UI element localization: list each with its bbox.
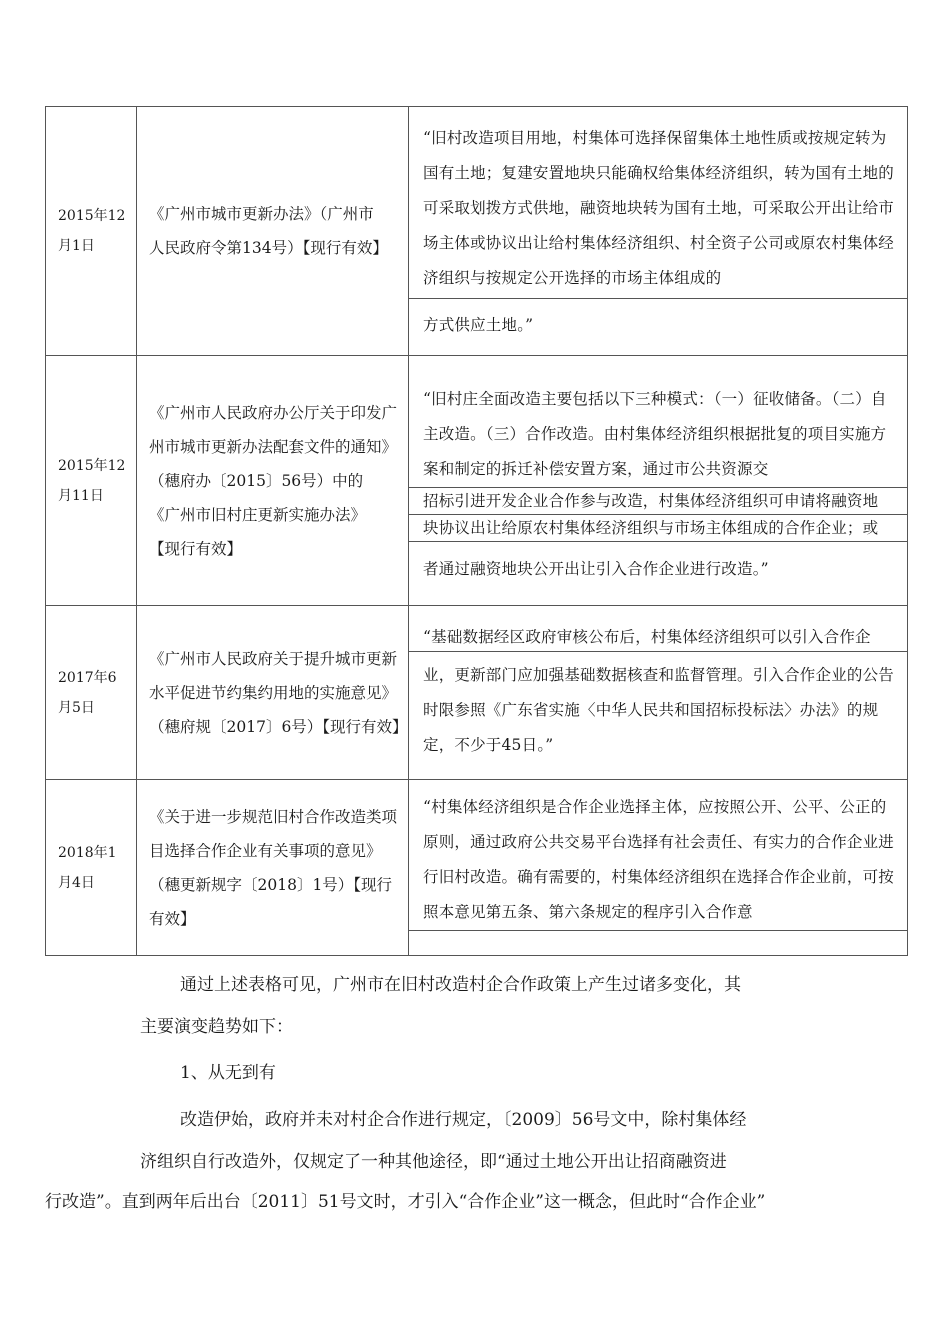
document-cell: [137, 606, 409, 780]
quote-cell: [409, 107, 908, 356]
quote-text: “基础数据经区政府审核公布后，村集体经济组织可以引入合作企: [409, 623, 907, 652]
quote-text: 业，更新部门应加强基础数据核查和监督管理。引入合作企业的公告时限参照《广东省实施〈中华人民共和国招标投标法〉办法》的规定，不少于45日。”: [423, 665, 895, 754]
date-cell: [46, 356, 137, 606]
date-text: 2015年12月1日: [58, 208, 126, 254]
section-heading: 1、从无到有: [180, 1063, 276, 1083]
document-title: [137, 396, 408, 566]
quote-cell: [409, 356, 908, 606]
document-line: 《广州市城市更新办法》（广州市: [149, 205, 374, 223]
date-text: 2018年1月4日: [58, 844, 117, 891]
quote-text: 招标引进开发企业合作参与改造，村集体经济组织可申请将融资地: [409, 488, 907, 515]
quote-text: 块协议出让给原农村集体经济组织与市场主体组成的合作企业；或: [409, 515, 907, 542]
paragraph-line: 主要演变趋势如下：: [140, 1017, 293, 1037]
date-cell: [46, 107, 137, 356]
document-line: 人民政府令第134号）【现行有效】: [149, 239, 388, 257]
paragraph-line: 济组织自行改造外，仅规定了一种其他途径，即“通过土地公开出让招商融资进: [140, 1152, 727, 1172]
table-row: [46, 107, 908, 356]
document-cell: [137, 780, 409, 956]
document-title: [137, 197, 408, 265]
date-cell: [46, 780, 137, 956]
table-row: [46, 780, 908, 956]
quote-text: “村集体经济组织是合作企业选择主体，应按照公开、公平、公正的原则，通过政府公共交易平台选择有社会责任、有实力的合作企业进行旧村改造。确有需要的，村集体经济组织在选择合作企业前，可按照本意见第五条、第六条规定的程序引入合作意: [409, 784, 907, 931]
date-text: 2015年12月11日: [58, 457, 126, 504]
document-title: [137, 800, 408, 936]
date-cell: [46, 606, 137, 780]
document-title: [137, 642, 408, 744]
document-cell: [137, 356, 409, 606]
quote-text: 者通过融资地块公开出让引入合作企业进行改造。”: [423, 560, 769, 578]
paragraph-line: 改造伊始，政府并未对村企合作进行规定，〔2009〕56号文中，除村集体经: [180, 1110, 747, 1130]
paragraph-line: 行改造”。直到两年后出台〔2011〕51号文时，才引入“合作企业”这一概念，但此时“合作企业”: [45, 1192, 766, 1212]
paragraph-line: 通过上述表格可见，广州市在旧村改造村企合作政策上产生过诸多变化，其: [180, 975, 741, 995]
document-line: 《广州市旧村庄更新实施办法》: [149, 505, 367, 524]
quote-text: “旧村庄全面改造主要包括以下三种模式：（一）征收储备。（二）自主改造。（三）合作改造。由村集体经济组织根据批复的项目实施方案和制定的拆迁补偿安置方案，通过市公共资源交: [409, 374, 907, 488]
date-text: 2017年6月5日: [58, 669, 117, 716]
document-line: 《关于进一步规范旧村合作改造类项目选择合作企业有关事项的意见》（穗更新规字〔2018〕1号）【现行有效】: [149, 807, 398, 928]
empty-quote-line: [409, 931, 907, 951]
quote-cell: [409, 606, 908, 780]
document-cell: [137, 107, 409, 356]
document-line: 【现行有效】: [149, 539, 243, 558]
table-row: [46, 356, 908, 606]
document-line: 《广州市人民政府办公厅关于印发广州市城市更新办法配套文件的通知》（穗府办〔2015〕56号）中的: [149, 403, 398, 490]
quote-text: 方式供应土地。”: [423, 316, 534, 334]
quote-text: “旧村改造项目用地，村集体可选择保留集体土地性质或按规定转为国有土地；复建安置地块只能确权给集体经济组织，转为国有土地的可采取划拨方式供地，融资地块转为国有土地，可采取公开出让给市场主体或协议出让给村集体经济组织、村全资子公司或原农村集体经济组织与按规定公开选择的市场主体组成的: [409, 113, 907, 299]
document-line: 《广州市人民政府关于提升城市更新水平促进节约集约用地的实施意见》（穗府规〔2017〕6号）【现行有效】: [149, 649, 408, 736]
table-row: [46, 606, 908, 780]
policy-table: [45, 106, 908, 956]
quote-cell: [409, 780, 908, 956]
